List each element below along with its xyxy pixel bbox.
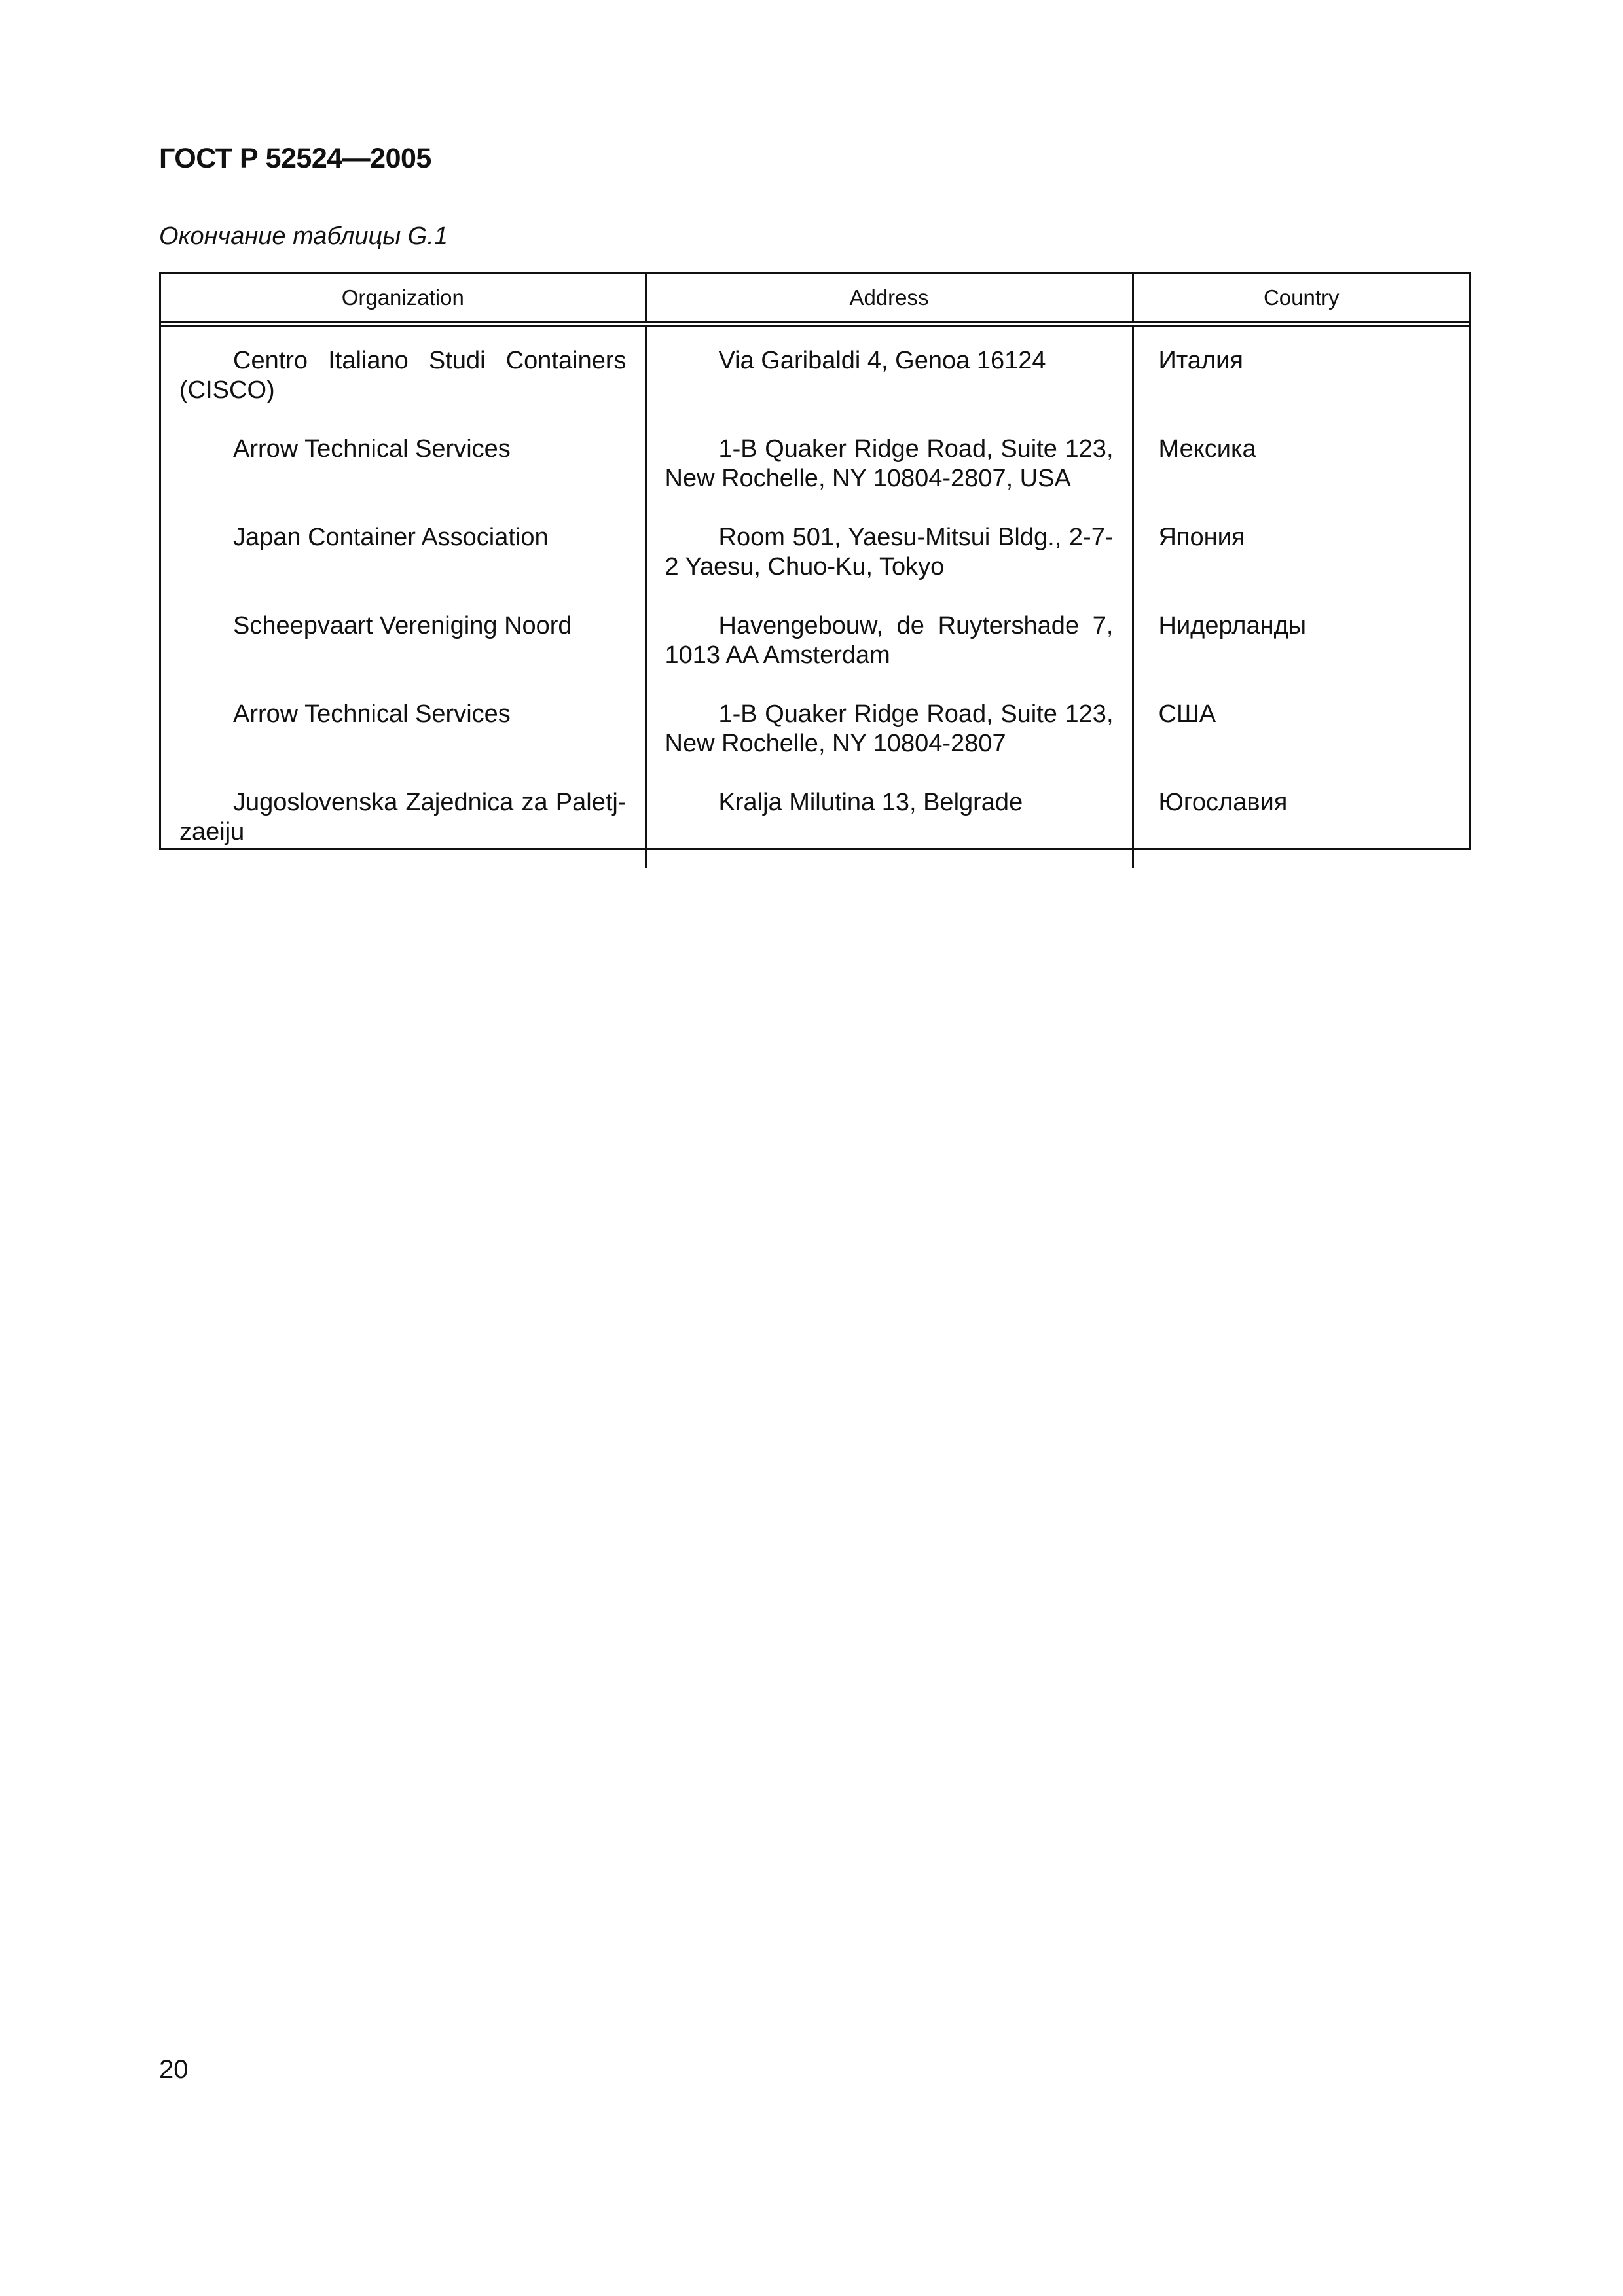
table-row bbox=[161, 523, 1469, 611]
table-header bbox=[161, 274, 1469, 324]
table-caption: Окончание таблицы G.1 bbox=[159, 223, 448, 250]
cell-address: Room 501, Yaesu-Mitsui Bldg., 2-7-2 Yaesu, Chuo-Ku, Tokyo bbox=[646, 523, 1133, 611]
column-header-address: Address bbox=[646, 274, 1133, 324]
table-row bbox=[161, 435, 1469, 523]
cell-organization: Arrow Technical Services bbox=[233, 700, 511, 728]
cell-organization: Scheepvaart Vereniging Noord bbox=[233, 612, 572, 639]
cell-organization: Jugoslovenska Zajednica za Paletj-zaeiju bbox=[179, 789, 627, 846]
document-code: ГОСТ Р 52524—2005 bbox=[159, 143, 431, 174]
cell-country: Мексика bbox=[1133, 435, 1469, 523]
organizations-table bbox=[159, 272, 1471, 850]
table-row bbox=[161, 700, 1469, 788]
column-header-country: Country bbox=[1133, 274, 1469, 324]
table-row bbox=[161, 324, 1469, 435]
cell-country: США bbox=[1133, 700, 1469, 788]
cell-country: Нидерланды bbox=[1133, 611, 1469, 700]
table-body bbox=[161, 324, 1469, 868]
header-row bbox=[161, 274, 1469, 324]
cell-address: 1-B Quaker Ridge Road, Suite 123, New Rochelle, NY 10804-2807 bbox=[646, 700, 1133, 788]
table-row bbox=[161, 611, 1469, 700]
page-number: 20 bbox=[159, 2055, 189, 2084]
cell-organization: Centro Italiano Studi Containers (CISCO) bbox=[179, 347, 627, 404]
data-table bbox=[161, 274, 1469, 868]
cell-address: 1-B Quaker Ridge Road, Suite 123, New Rochelle, NY 10804-2807, USA bbox=[646, 435, 1133, 523]
cell-country: Италия bbox=[1133, 324, 1469, 435]
column-header-organization: Organization bbox=[161, 274, 646, 324]
cell-organization: Japan Container Association bbox=[233, 524, 549, 551]
cell-address: Kralja Milutina 13, Belgrade bbox=[646, 788, 1133, 868]
table-row bbox=[161, 788, 1469, 868]
cell-organization: Arrow Technical Services bbox=[233, 435, 511, 463]
cell-country: Япония bbox=[1133, 523, 1469, 611]
cell-address: Via Garibaldi 4, Genoa 16124 bbox=[646, 324, 1133, 435]
cell-country: Югославия bbox=[1133, 788, 1469, 868]
cell-address: Havengebouw, de Ruytershade 7, 1013 AA Amsterdam bbox=[646, 611, 1133, 700]
